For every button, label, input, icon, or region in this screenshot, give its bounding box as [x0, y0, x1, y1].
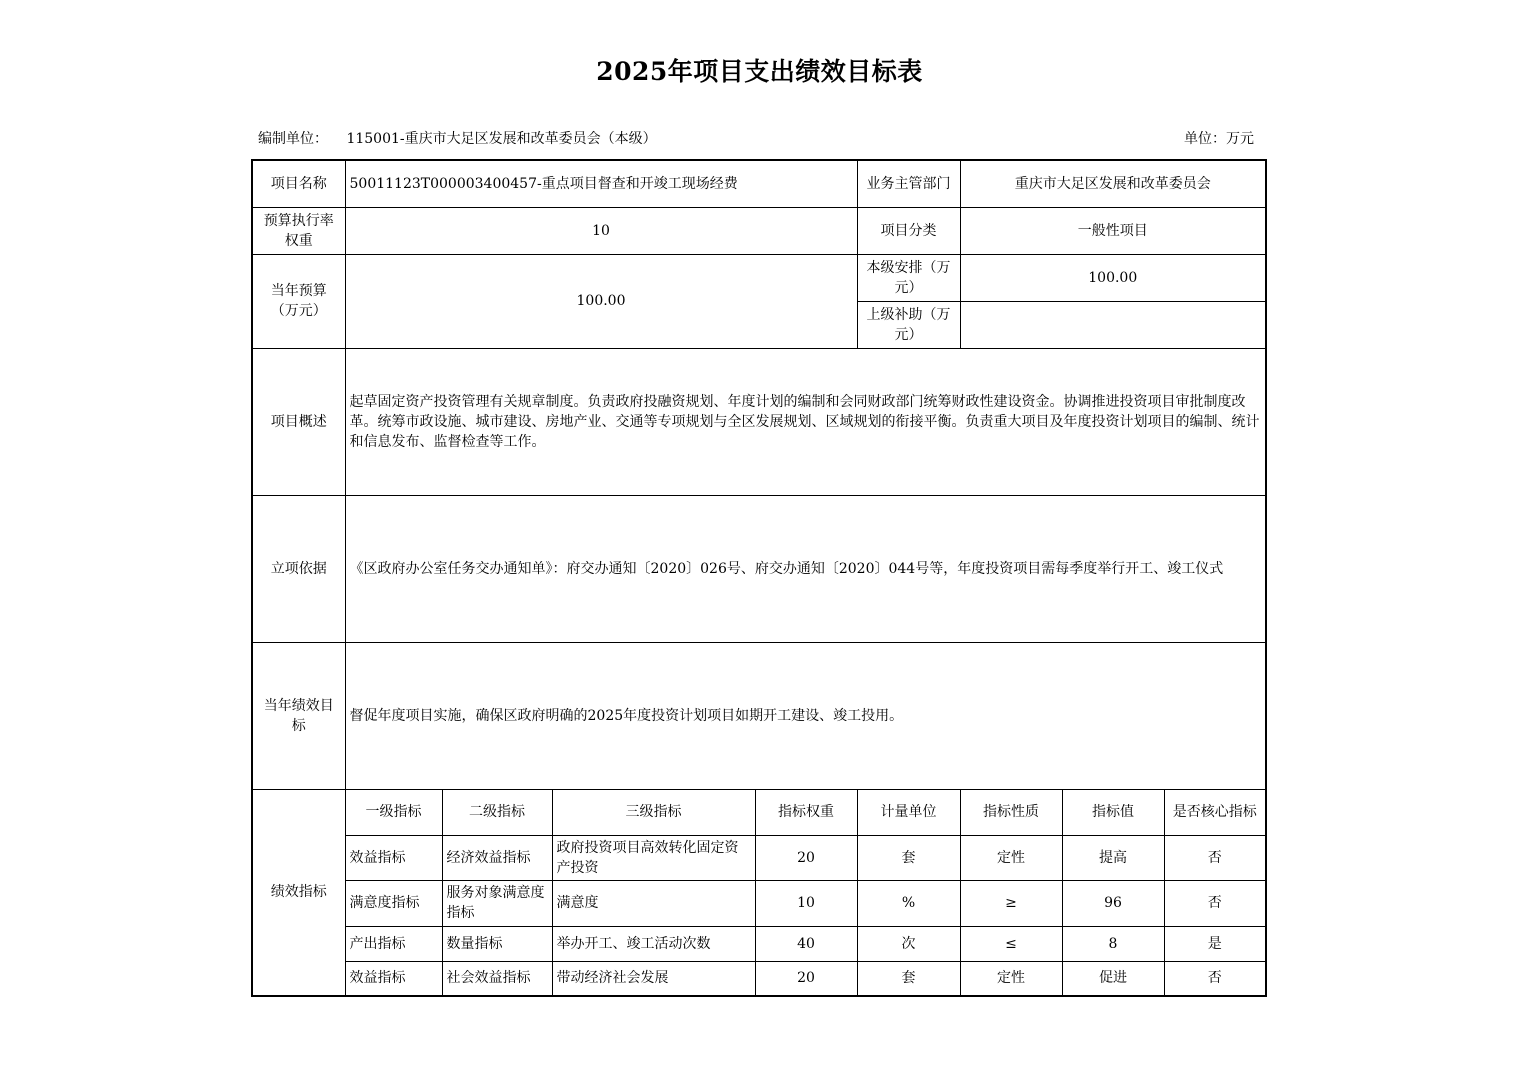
header-value: 指标值 [1062, 789, 1164, 835]
header-core: 是否核心指标 [1164, 789, 1266, 835]
unit-cell: 套 [857, 961, 960, 996]
page-title: 2025年项目支出绩效目标表 [596, 57, 923, 86]
nature-cell: 定性 [960, 835, 1062, 880]
budget-value: 100.00 [345, 254, 857, 348]
weight-cell: 10 [755, 880, 857, 926]
table-row [252, 835, 1266, 880]
level2-cell: 数量指标 [442, 926, 552, 961]
core-cell: 否 [1164, 835, 1266, 880]
weight-cell: 20 [755, 835, 857, 880]
project-name-value: 50011123T000003400457-重点项目督查和开竣工现场经费 [345, 160, 857, 207]
dept-value: 重庆市大足区发展和改革委员会 [960, 160, 1266, 207]
level1-cell: 满意度指标 [345, 880, 442, 926]
performance-table [251, 159, 1267, 997]
value-cell: 提高 [1062, 835, 1164, 880]
local-label: 本级安排（万元） [857, 254, 960, 301]
core-cell: 否 [1164, 880, 1266, 926]
table-row [252, 880, 1266, 926]
table-row [252, 926, 1266, 961]
unit-cell: 套 [857, 835, 960, 880]
compiling-unit [258, 128, 657, 148]
basis-label: 立项依据 [252, 495, 345, 642]
compiling-unit-label: 编制单位： [258, 131, 328, 147]
value-cell: 8 [1062, 926, 1164, 961]
header-nature: 指标性质 [960, 789, 1062, 835]
table-row [252, 961, 1266, 996]
nature-cell: ≤ [960, 926, 1062, 961]
level1-cell: 效益指标 [345, 835, 442, 880]
header-unit: 计量单位 [857, 789, 960, 835]
level1-cell: 产出指标 [345, 926, 442, 961]
core-cell: 否 [1164, 961, 1266, 996]
weight-cell: 40 [755, 926, 857, 961]
upper-label: 上级补助（万元） [857, 301, 960, 348]
unit-cell: % [857, 880, 960, 926]
overview-value: 起草固定资产投资管理有关规章制度。负责政府投融资规划、年度计划的编制和会同财政部门统筹财政性建设资金。协调推进投资项目审批制度改革。统筹市政设施、城市建设、房地产业、交通等专项规划与全区发展规划、区域规划的衔接平衡。负责重大项目及年度投资计划项目的编制、统计和信息发布、监督检查等工作。 [345, 348, 1266, 495]
goal-value: 督促年度项目实施，确保区政府明确的2025年度投资计划项目如期开工建设、竣工投用。 [345, 642, 1266, 789]
indicators-label: 绩效指标 [252, 789, 345, 996]
local-value: 100.00 [960, 254, 1266, 301]
goal-label: 当年绩效目标 [252, 642, 345, 789]
level3-cell: 政府投资项目高效转化固定资产投资 [552, 835, 755, 880]
level3-cell: 满意度 [552, 880, 755, 926]
level2-cell: 服务对象满意度指标 [442, 880, 552, 926]
level3-cell: 带动经济社会发展 [552, 961, 755, 996]
level2-cell: 经济效益指标 [442, 835, 552, 880]
unit-cell: 次 [857, 926, 960, 961]
basis-value: 《区政府办公室任务交办通知单》：府交办通知〔2020〕026号、府交办通知〔2020〕044号等，年度投资项目需每季度举行开工、竣工仪式 [345, 495, 1266, 642]
nature-cell: 定性 [960, 961, 1062, 996]
header-level1: 一级指标 [345, 789, 442, 835]
budget-label: 当年预算（万元） [252, 254, 345, 348]
upper-value [960, 301, 1266, 348]
header-level3: 三级指标 [552, 789, 755, 835]
weight-cell: 20 [755, 961, 857, 996]
category-label: 项目分类 [857, 207, 960, 254]
level2-cell: 社会效益指标 [442, 961, 552, 996]
currency-unit: 单位：万元 [1184, 131, 1254, 147]
rate-value: 10 [345, 207, 857, 254]
level3-cell: 举办开工、竣工活动次数 [552, 926, 755, 961]
value-cell: 96 [1062, 880, 1164, 926]
nature-cell: ≥ [960, 880, 1062, 926]
project-name-label: 项目名称 [252, 160, 345, 207]
compiling-unit-value: 115001-重庆市大足区发展和改革委员会（本级） [346, 131, 657, 147]
value-cell: 促进 [1062, 961, 1164, 996]
category-value: 一般性项目 [960, 207, 1266, 254]
level1-cell: 效益指标 [345, 961, 442, 996]
header-level2: 二级指标 [442, 789, 552, 835]
header-weight: 指标权重 [755, 789, 857, 835]
rate-label: 预算执行率权重 [252, 207, 345, 254]
overview-label: 项目概述 [252, 348, 345, 495]
dept-label: 业务主管部门 [857, 160, 960, 207]
core-cell: 是 [1164, 926, 1266, 961]
